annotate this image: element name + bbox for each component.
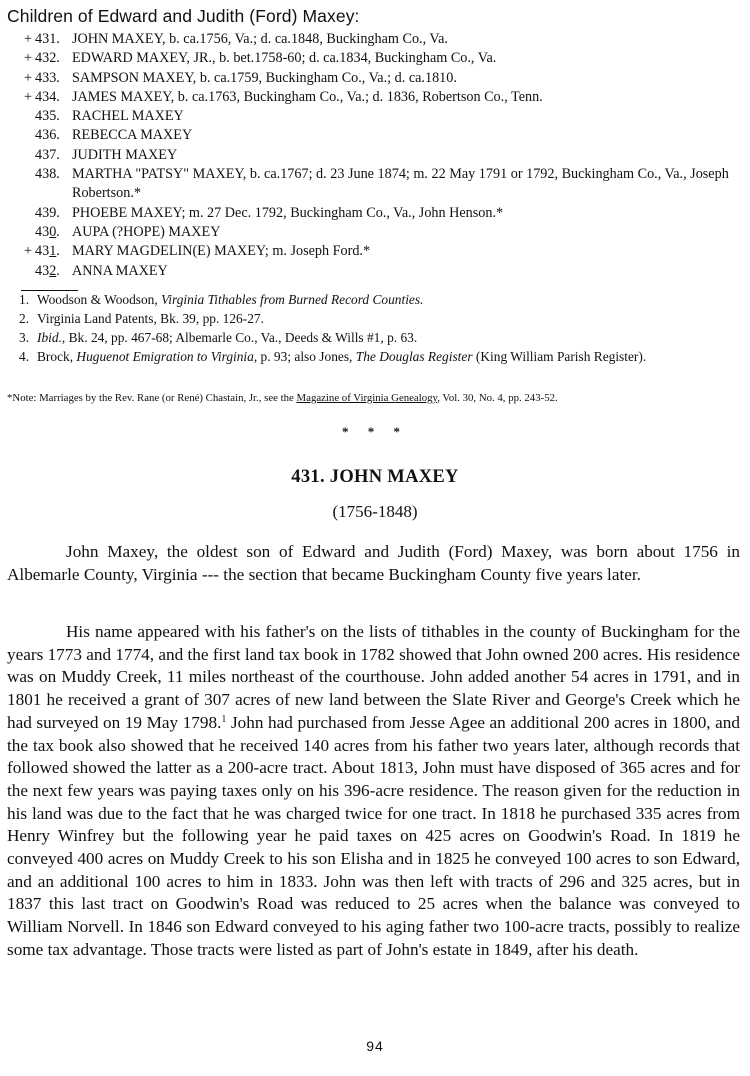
children-heading: Children of Edward and Judith (Ford) Maxey: [7, 6, 360, 26]
child-number: 434. [35, 88, 60, 105]
paragraph-text: His name appeared with his father's on the lists of tithables in the county of Buckingham for the years 1773 and 1774, and the first land tax book in 1782 showed that John owned 200 acres. His residence was on Muddy Creek, 11 miles northeast of the courthouse. John added another 54 acres in 1791, and in 1801 he received a grant of 307 acres of new land between the Slate River and George's Creek which he had surveyed on 19 May 1798. [7, 622, 740, 732]
page-number: 94 [366, 1038, 384, 1054]
descendant-marker: + [23, 31, 32, 47]
child-text: ANNA MAXEY [72, 262, 168, 279]
footnote-title: The Douglas Register [355, 349, 473, 364]
child-entry-436 [0, 126, 750, 145]
child-number-corrected-digit: 2 [49, 262, 57, 279]
child-entry-432b [0, 262, 750, 281]
child-text: JUDITH MAXEY [72, 146, 178, 163]
child-number: 432. [35, 50, 60, 67]
child-number-corrected-digit: 1 [49, 243, 57, 260]
footnote-text: Virginia Land Patents, Bk. 39, pp. 126-27. [37, 311, 264, 326]
paragraph-text: John had purchased from Jesse Agee an additional 200 acres in 1800, and the tax book also showed that he received 140 acres from his father two years later, although records that followed showed the latter as a 200-acre tract. About 1813, John must have disposed of 365 acres and for the next few years was paying taxes only on his 396-acre residence. The reason given for the reduction in his land was due to the fact that he was charged twice for one tract. In 1818 he purchased 335 acres from Henry Winfrey but the following year he paid taxes on 425 acres on Goodwin's Road. In 1819 he conveyed 400 acres on Muddy Creek to his son Elisha and in 1825 he conveyed 100 acres to son Edward, and an additional 100 acres to him in 1833. John was then left with tracts of 296 and 325 acres, but in 1837 this last tract on Goodwin's Road was reduced to 25 acres when the balance was conveyed to William Norvell. In 1846 son Edward conveyed to his aging father two 100-acre tracts, possibly to realize some tax advantage. Those tracts were listed as part of John's estate in 1849, after his death. [7, 712, 740, 959]
child-number: 438. [35, 166, 60, 183]
child-entry-438 [0, 165, 750, 204]
body-paragraph-1: John Maxey, the oldest son of Edward and Judith (Ford) Maxey, was born about 1756 in Albemarle County, Virginia --- the section that became Buckingham County five years later. [7, 542, 740, 584]
footnote-text: (King William Parish Register). [472, 349, 647, 364]
footnote-2 [0, 309, 750, 328]
marriage-note [7, 392, 558, 404]
footnote-number: 1. [19, 292, 30, 307]
body-paragraph-2 [7, 621, 740, 962]
section-separator: * * * [342, 424, 408, 439]
child-text: REBECCA MAXEY [72, 127, 193, 144]
footnote-text: Brock, [37, 349, 77, 364]
child-number: 437. [35, 146, 60, 163]
child-number [35, 262, 72, 281]
child-number-suffix: . [56, 262, 60, 279]
marriage-note-source: Magazine of Virginia Genealogy [296, 392, 438, 404]
child-number [35, 242, 72, 261]
child-text: MARY MAGDELIN(E) MAXEY; m. Joseph Ford.* [72, 243, 371, 260]
child-text: EDWARD MAXEY, JR., b. bet.1758-60; d. ca.1834, Buckingham Co., Va. [72, 50, 497, 67]
footnote-number: 3. [19, 330, 30, 345]
child-number: 431. [35, 31, 60, 47]
footnote-4 [0, 347, 750, 366]
child-text: AUPA (?HOPE) MAXEY [72, 223, 221, 240]
children-list [0, 30, 750, 281]
footnote-reference: 1 [221, 713, 227, 725]
child-number-prefix: 43 [35, 243, 50, 260]
footnote-text: Woodson & Woodson, [37, 292, 162, 307]
child-entry-431b [0, 242, 750, 261]
child-text: SAMPSON MAXEY, b. ca.1759, Buckingham Co., Va.; d. ca.1810. [72, 69, 457, 86]
child-entry-434 [0, 88, 750, 107]
footnote-number: 4. [19, 349, 30, 364]
child-entry-439 [0, 204, 750, 223]
child-number-suffix: . [56, 243, 60, 260]
descendant-marker: + [23, 50, 32, 67]
child-number [35, 223, 72, 242]
descendant-marker: + [23, 243, 32, 260]
footnote-text: , p. 93; also Jones, [253, 349, 356, 364]
child-number: 433. [35, 69, 60, 86]
descendant-marker: + [23, 69, 32, 86]
marriage-note-citation: , Vol. 30, No. 4, pp. 243-52. [437, 392, 558, 404]
footnote-1 [0, 290, 750, 309]
child-text: JOHN MAXEY, b. ca.1756, Va.; d. ca.1848, Buckingham Co., Va. [72, 31, 448, 47]
child-number: 439. [35, 204, 60, 221]
child-text: RACHEL MAXEY [72, 108, 184, 125]
child-entry-431 [0, 30, 750, 49]
child-number-suffix: . [56, 223, 60, 240]
footnote-text: , Bk. 24, pp. 467-68; Albemarle Co., Va., Deeds & Wills #1, p. 63. [61, 330, 418, 345]
footnote-title: Ibid. [37, 330, 62, 345]
section-dates: (1756-1848) [332, 502, 418, 521]
child-entry-435 [0, 107, 750, 126]
child-number-prefix: 43 [35, 262, 50, 279]
child-entry-433 [0, 69, 750, 88]
footnote-number: 2. [19, 311, 30, 326]
descendant-marker: + [23, 88, 32, 105]
footnote-title: Virginia Tithables from Burned Record Counties. [161, 292, 424, 307]
child-text: PHOEBE MAXEY; m. 27 Dec. 1792, Buckingham Co., Va., John Henson.* [72, 204, 504, 221]
child-entry-432 [0, 49, 750, 68]
child-text: JAMES MAXEY, b. ca.1763, Buckingham Co., Va.; d. 1836, Robertson Co., Tenn. [72, 88, 543, 105]
child-entry-430 [0, 223, 750, 242]
child-number-prefix: 43 [35, 223, 50, 240]
footnotes-list [0, 290, 750, 366]
child-number: 436. [35, 127, 60, 144]
child-entry-437 [0, 146, 750, 165]
section-title: 431. JOHN MAXEY [291, 467, 459, 487]
child-number-corrected-digit: 0 [49, 223, 57, 240]
footnote-title: Huguenot Emigration to Virginia [76, 349, 254, 364]
child-text: MARTHA "PATSY" MAXEY, b. ca.1767; d. 23 June 1874; m. 22 May 1791 or 1792, Buckingham Co., Va., Joseph Robertson.* [72, 166, 729, 202]
marriage-note-text: *Note: Marriages by the Rev. Rane (or René) Chastain, Jr., see the [7, 392, 297, 404]
footnote-3 [0, 328, 750, 347]
child-number: 435. [35, 108, 60, 125]
